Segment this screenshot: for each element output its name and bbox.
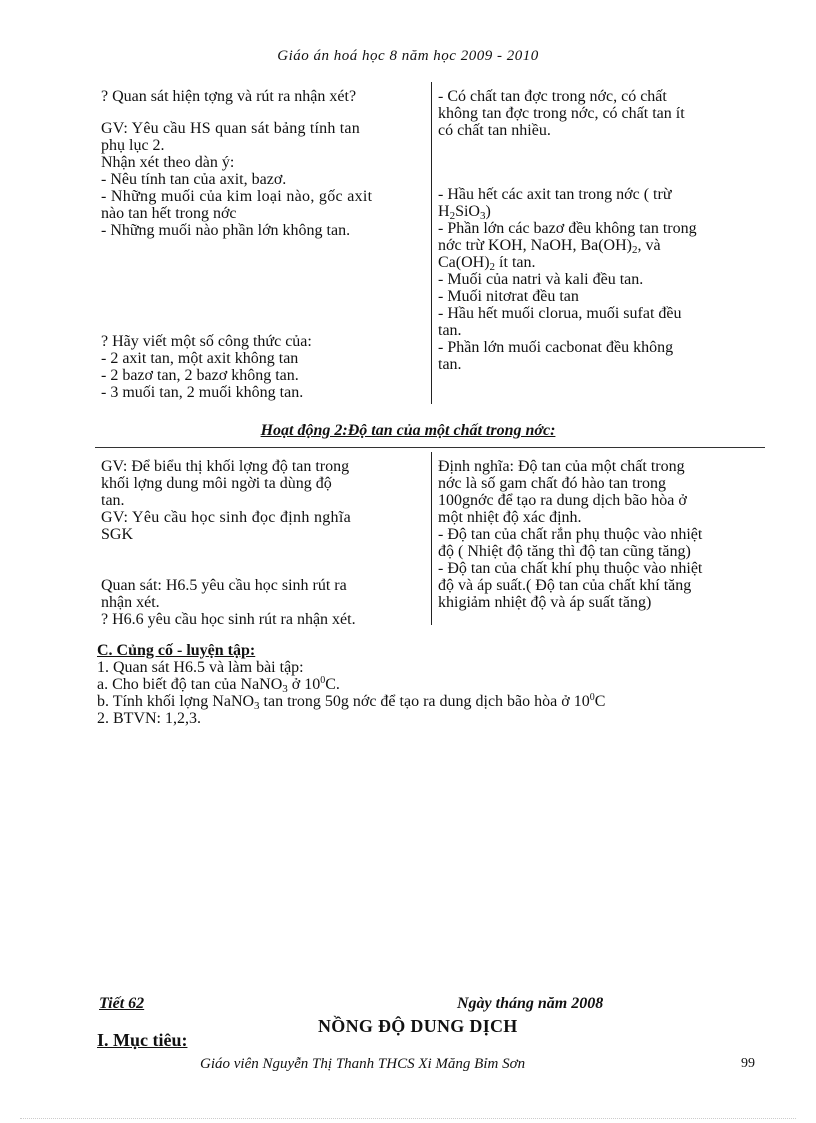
text-part: ở 10 (287, 676, 321, 693)
text-line: GV: Để biểu thị khối lợng độ tan trong (101, 458, 350, 475)
subscript: 2 (489, 261, 496, 273)
text-line: khigiảm nhiệt độ và áp suất tăng) (438, 594, 652, 611)
page-header: Giáo án hoá học 8 năm học 2009 - 2010 (277, 48, 539, 64)
table2-top-border (95, 447, 765, 448)
formula-part: Ca(OH) (438, 254, 490, 271)
text-line: ? H6.6 yêu cầu học sinh rút ra nhận xét. (101, 611, 356, 628)
text-line: - Hầu hết muối clorua, muối sufat đều (438, 305, 682, 322)
formula-part: SiO (455, 203, 480, 220)
text-line: - Phần lớn các bazơ đều không tan trong (438, 220, 697, 237)
text-line: Định nghĩa: Độ tan của một chất trong (438, 458, 685, 475)
text-line: độ ( Nhiệt độ tăng thì độ tan cũng tăng) (438, 543, 691, 560)
text-line: - Những muối của kim loại nào, gốc axit (101, 188, 373, 205)
text-line: - Độ tan của chất rắn phụ thuộc vào nhiệt (438, 526, 703, 543)
text-line (438, 254, 760, 271)
formula-part: ít tan. (495, 254, 536, 271)
text-line: nớc là số gam chất đó hào tan trong (438, 475, 666, 492)
text-line: nào tan hết trong nớc (101, 205, 237, 222)
table2-divider (431, 452, 432, 625)
text-line: 1. Quan sát H6.5 và làm bài tập: (97, 659, 304, 676)
text-part: a. Cho biết độ tan của NaNO (97, 676, 283, 693)
text-line: Nhận xét theo dàn ý: (101, 154, 235, 171)
text-line: ? Quan sát hiện tợng và rút ra nhận xét? (101, 88, 357, 105)
formula-part: nớc trừ KOH, NaOH, Ba(OH) (438, 237, 632, 254)
text-line: - Có chất tan đợc trong nớc, có chất (438, 88, 667, 105)
text-line: - 3 muối tan, 2 muối không tan. (101, 384, 304, 401)
text-line: nhận xét. (101, 594, 160, 611)
text-line: có chất tan nhiều. (438, 122, 551, 139)
subscript: 3 (282, 683, 288, 695)
text-line: độ và áp suất.( Độ tan của chất khí tăng (438, 577, 692, 594)
text-line (97, 676, 605, 693)
consolidation-title: C. Củng cố - luyện tập: (97, 642, 256, 659)
text-line: - Những muối nào phần lớn không tan. (101, 222, 351, 239)
text-line: một nhiệt độ xác định. (438, 509, 582, 526)
text-line: SGK (101, 526, 134, 543)
page-number: 99 (741, 1056, 755, 1071)
text-line: - Muối của natri và kali đều tan. (438, 271, 644, 288)
text-line: - Hầu hết các axit tan trong nớc ( trừ (438, 186, 672, 203)
superscript: 0 (320, 675, 326, 686)
text-line: GV: Yêu cầu học sinh đọc định nghĩa (101, 509, 351, 526)
lesson-title: NỒNG ĐỘ DUNG DỊCH (318, 1016, 518, 1036)
consolidation-section (97, 642, 605, 727)
text-line (97, 693, 605, 710)
text-part: tan trong 50g nớc để tạo ra dung dịch bão hòa ở 10 (259, 693, 590, 710)
text-part: b. Tính khối lợng NaNO (97, 693, 255, 710)
table2-left-column (101, 458, 425, 628)
text-line: tan. (101, 492, 125, 509)
formula-part: ) (485, 203, 491, 220)
lesson-date: Ngày tháng năm 2008 (457, 995, 604, 1012)
superscript: 0 (589, 692, 595, 703)
text-line: - Nêu tính tan của axit, bazơ. (101, 171, 287, 188)
objective-heading: I. Mục tiêu: (97, 1030, 188, 1050)
text-line (438, 203, 760, 220)
subscript: 2 (449, 210, 456, 222)
subscript: 2 (631, 244, 638, 256)
text-part: C. (325, 676, 340, 693)
formula-part: , và (637, 237, 661, 254)
table1-right-column (438, 88, 760, 373)
text-line: - Độ tan của chất khí phụ thuộc vào nhiệt (438, 560, 703, 577)
text-line: - Muối nitơrat đều tan (438, 288, 579, 305)
table1-divider (431, 82, 432, 404)
text-part: C (594, 693, 606, 710)
text-line: - 2 bazơ tan, 2 bazơ không tan. (101, 367, 299, 384)
formula-part: H (438, 203, 450, 220)
page-footer: Giáo viên Nguyễn Thị Thanh THCS Xi Măng Bỉm Sơn (200, 1056, 526, 1072)
text-line: Quan sát: H6.5 yêu cầu học sinh rút ra (101, 577, 347, 594)
table1-left-column (101, 88, 425, 401)
text-line: 2. BTVN: 1,2,3. (97, 710, 201, 727)
text-line (438, 237, 760, 254)
subscript: 3 (254, 700, 260, 712)
subscript: 3 (479, 210, 486, 222)
table2-right-column (438, 458, 760, 611)
text-line: tan. (438, 322, 462, 339)
page-edge-divider (20, 1118, 796, 1119)
text-line: - 2 axit tan, một axit không tan (101, 350, 299, 367)
text-line: khối lợng dung môi ngời ta dùng độ (101, 475, 332, 492)
lesson-number: Tiết 62 (99, 995, 145, 1012)
section-title: Hoạt động 2:Độ tan của một chất trong nớc: (260, 422, 556, 439)
text-line: không tan đợc trong nớc, có chất tan ít (438, 105, 685, 122)
text-line: GV: Yêu cầu HS quan sát bảng tính tan (101, 120, 360, 137)
text-line: ? Hãy viết một số công thức của: (101, 333, 312, 350)
text-line: tan. (438, 356, 462, 373)
text-line: 100gnớc để tạo ra dung dịch bão hòa ở (438, 492, 687, 509)
text-line: phụ lục 2. (101, 137, 165, 154)
text-line: - Phần lớn muối cacbonat đều không (438, 339, 674, 356)
